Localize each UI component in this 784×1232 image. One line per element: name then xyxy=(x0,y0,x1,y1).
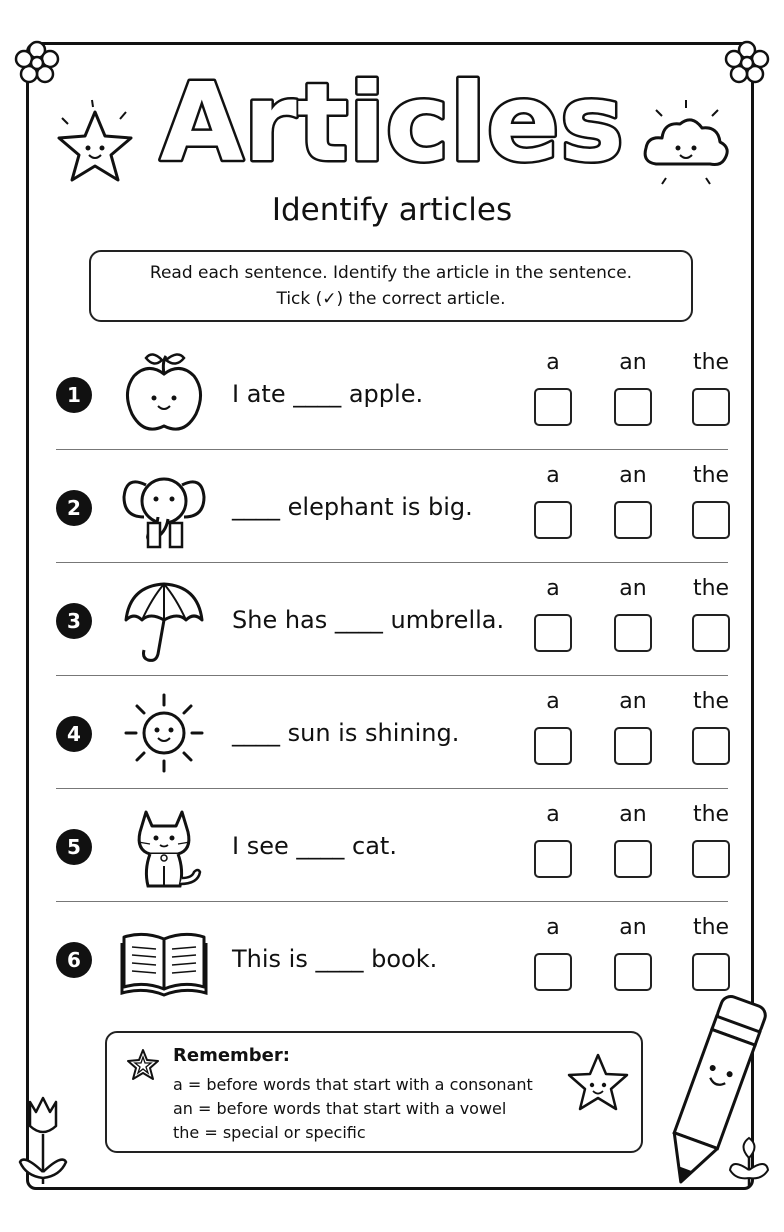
checkbox-a[interactable] xyxy=(534,840,572,878)
option-label-the: the xyxy=(692,802,730,827)
option-label-the: the xyxy=(692,576,730,601)
question-number: 5 xyxy=(56,829,92,865)
apple-icon xyxy=(118,348,210,440)
remember-rule-an: an = before words that start with a vowel xyxy=(173,1099,507,1118)
option-label-a: a xyxy=(546,576,560,601)
question-sentence: I ate ____ apple. xyxy=(232,380,424,408)
row-divider xyxy=(56,562,728,563)
option-label-the: the xyxy=(692,689,730,714)
tulip-icon xyxy=(14,1092,72,1188)
checkbox-a[interactable] xyxy=(534,501,572,539)
checkbox-the[interactable] xyxy=(692,388,730,426)
option-label-an: an xyxy=(619,802,647,827)
option-label-an: an xyxy=(619,576,647,601)
checkbox-an[interactable] xyxy=(614,840,652,878)
question-row xyxy=(56,903,728,1015)
question-sentence: This is ____ book. xyxy=(232,945,438,973)
remember-box xyxy=(105,1031,643,1153)
checkbox-an[interactable] xyxy=(614,501,652,539)
book-icon xyxy=(118,913,210,1005)
row-divider xyxy=(56,788,728,789)
option-label-the: the xyxy=(692,350,730,375)
checkbox-an[interactable] xyxy=(614,388,652,426)
option-label-the: the xyxy=(692,915,730,940)
umbrella-icon xyxy=(118,574,210,666)
checkbox-the[interactable] xyxy=(692,614,730,652)
question-sentence: I see ____ cat. xyxy=(232,832,397,860)
cat-icon xyxy=(118,800,210,892)
row-divider xyxy=(56,449,728,450)
question-row xyxy=(56,338,728,450)
question-number: 3 xyxy=(56,603,92,639)
remember-rule-the: the = special or specific xyxy=(173,1123,366,1142)
checkbox-the[interactable] xyxy=(692,840,730,878)
question-row xyxy=(56,677,728,789)
option-label-a: a xyxy=(546,350,560,375)
remember-heading: Remember: xyxy=(173,1045,290,1066)
option-label-an: an xyxy=(619,350,647,375)
checkbox-an[interactable] xyxy=(614,614,652,652)
star-icon xyxy=(125,1047,161,1083)
option-label-the: the xyxy=(692,463,730,488)
svg-text:Articles: Articles xyxy=(159,61,625,180)
option-label-an: an xyxy=(619,463,647,488)
question-sentence: She has ____ umbrella. xyxy=(232,606,505,634)
question-row xyxy=(56,564,728,676)
question-sentence: ____ elephant is big. xyxy=(232,493,473,521)
checkbox-the[interactable] xyxy=(692,727,730,765)
smiling-cloud-icon xyxy=(636,96,736,190)
question-number: 2 xyxy=(56,490,92,526)
instruction-line: Read each sentence. Identify the article in the sentence. xyxy=(149,263,633,283)
leaf-sprig-icon xyxy=(726,1130,772,1188)
remember-rule-a: a = before words that start with a consonant xyxy=(173,1075,533,1094)
option-label-an: an xyxy=(619,915,647,940)
checkbox-an[interactable] xyxy=(614,727,652,765)
instruction-line: Tick (✓) the correct article. xyxy=(276,289,506,309)
option-label-a: a xyxy=(546,689,560,714)
question-number: 4 xyxy=(56,716,92,752)
checkbox-a[interactable] xyxy=(534,614,572,652)
checkbox-a[interactable] xyxy=(534,388,572,426)
option-label-an: an xyxy=(619,689,647,714)
option-label-a: a xyxy=(546,463,560,488)
page-subtitle: Identify articles xyxy=(271,192,513,228)
checkbox-a[interactable] xyxy=(534,953,572,991)
question-row xyxy=(56,790,728,902)
question-number: 6 xyxy=(56,942,92,978)
question-sentence: ____ sun is shining. xyxy=(232,719,460,747)
checkbox-an[interactable] xyxy=(614,953,652,991)
question-row xyxy=(56,451,728,563)
row-divider xyxy=(56,675,728,676)
question-number: 1 xyxy=(56,377,92,413)
row-divider xyxy=(56,901,728,902)
checkbox-a[interactable] xyxy=(534,727,572,765)
sun-icon xyxy=(118,687,210,779)
smiling-star-icon xyxy=(563,1047,633,1117)
smiling-star-icon xyxy=(52,98,138,190)
elephant-icon xyxy=(118,461,210,553)
option-label-a: a xyxy=(546,915,560,940)
option-label-a: a xyxy=(546,802,560,827)
checkbox-the[interactable] xyxy=(692,501,730,539)
instructions-box xyxy=(89,250,693,322)
